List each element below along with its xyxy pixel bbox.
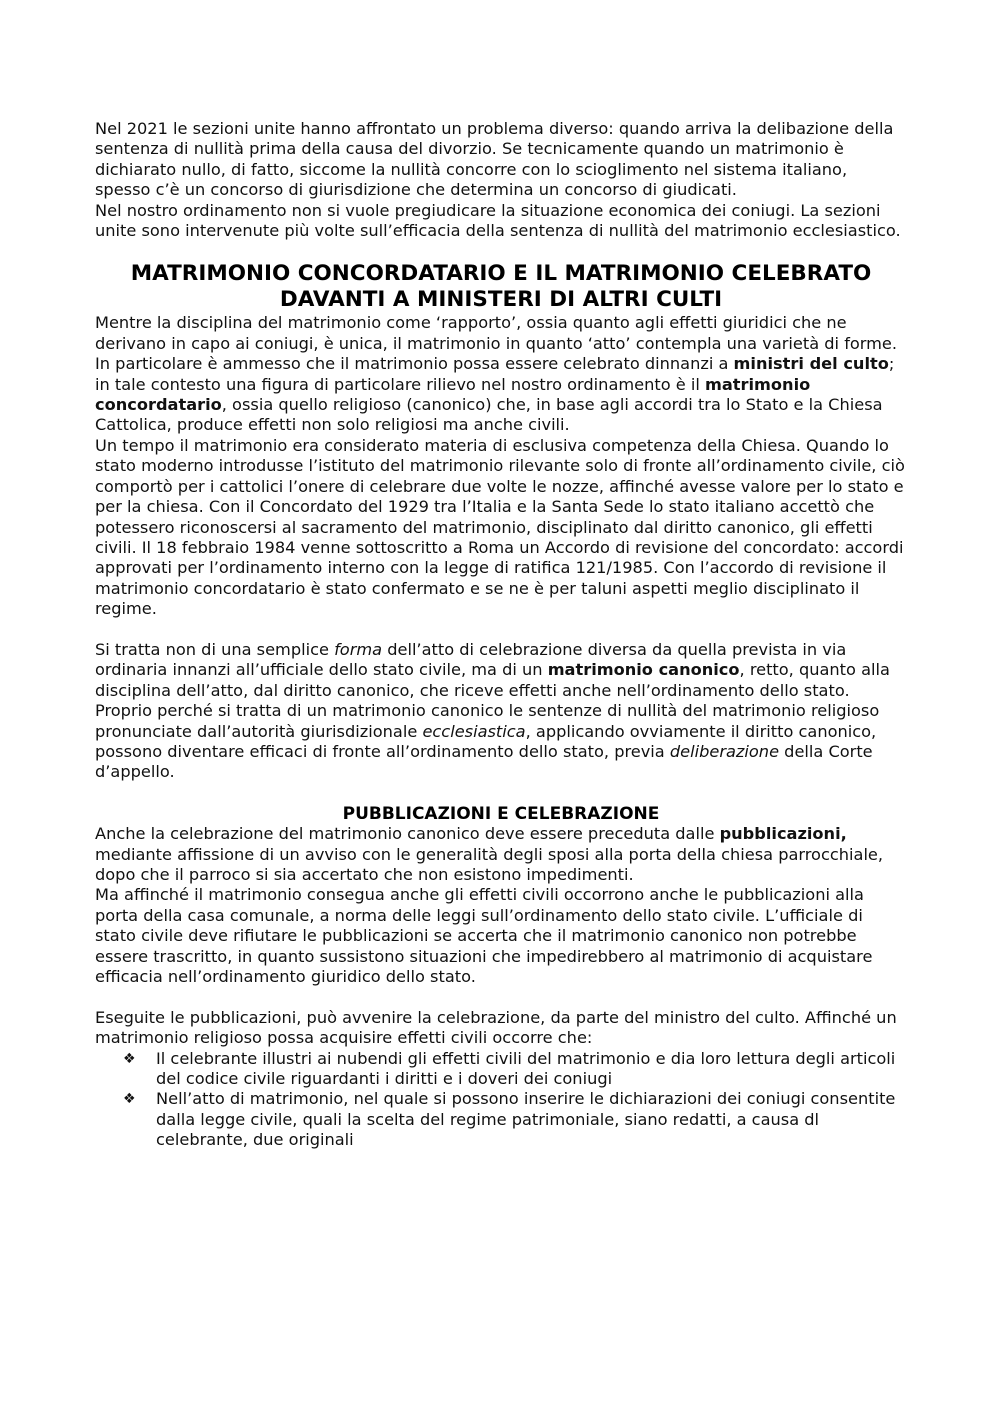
document-page (95, 119, 907, 1151)
italic-deliberazione: deliberazione (669, 741, 780, 761)
heading-matrimonio-concordatario (95, 261, 907, 313)
paragraph-forma: Si tratta non di una semplice forma dell’atto di celebrazione diversa da quella prevista in via ordinaria innanzi all’ufficiale dello stato civile, ma di un matrimonio canonico, retto, quanto alla disciplina dell’atto, dal diritto canonico, che riceve effetti anche nell’ordinamento dello stato. (95, 639, 890, 700)
paragraph-storia: Un tempo il matrimonio era considerato materia di esclusiva competenza della Chiesa. Quando lo stato moderno introdusse l’istituto del matrimonio rilevante solo di fronte all’ordinamento civile, ciò comportò per i cattolici l’onere di celebrare due volte le nozze, affinché avesse valore per lo stato e per la chiesa. Con il Concordato del 1929 tra l’Italia e la Santa Sede lo stato italiano accettò che potessero riconoscersi al sacramento del matrimonio, disciplinato dal diritto canonico, gli effetti civili. Il 18 febbraio 1984 venne sottoscritto a Roma un Accordo di revisione del concordato: accordi approvati per l’ordinamento interno con la legge di ratifica 121/1985. Con l’accordo di revisione il matrimonio concordatario è stato confermato e se ne è per taluni aspetti meglio disciplinato il regime. (95, 435, 905, 619)
heading-pubblicazioni: PUBBLICAZIONI E CELEBRAZIONE (342, 803, 660, 824)
requirements-list (95, 1049, 907, 1151)
bold-pubblicazioni: pubblicazioni, (719, 824, 847, 844)
paragraph-ordinamento: Nel nostro ordinamento non si vuole pregiudicare la situazione economica dei coniugi. La sezioni unite sono intervenute più volte sull’efficacia della sentenza di nullità del matrimonio ecclesiastico. (95, 200, 901, 241)
list-item: ❖ Il celebrante illustri ai nubendi gli effetti civili del matrimonio e dia loro lettura degli articoli del codice civile riguardanti i diritti e i doveri dei coniugi (123, 1048, 896, 1089)
list-item: ❖ Nell’atto di matrimonio, nel quale si possono inserire le dichiarazioni dei coniugi consentite dalla legge civile, quali la scelta del regime patrimoniale, siano redatti, a causa dl celebrante, due originali (123, 1089, 896, 1150)
italic-ecclesiastica: ecclesiastica (422, 721, 526, 741)
diamond-bullet-icon: ❖ (123, 1091, 136, 1108)
paragraph-ministri-culto: In particolare è ammesso che il matrimonio possa essere celebrato dinnanzi a ministri del culto; in tale contesto una figura di particolare rilievo nel nostro ordinamento è il matrimonio concordatario, ossia quello religioso (canonico) che, in base agli accordi tra lo Stato e la Chiesa Cattolica, produce effetti non solo religiosi ma anche civili. (95, 354, 895, 435)
heading-line-2: DAVANTI A MINISTERI DI ALTRI CULTI (279, 287, 723, 313)
bold-matrimonio-concordatario: matrimonio concordatario (95, 374, 811, 415)
paragraph-sentenze-nullita: Proprio perché si tratta di un matrimonio canonico le sentenze di nullità del matrimonio religioso pronunciate dall’autorità giurisdizionale ecclesiastica, applicando ovviamente il diritto canonico, possono diventare efficaci di fronte all’ordinamento dello stato, previa deliberazione della Corte d’appello. (95, 701, 880, 782)
paragraph-celebrazione: Eseguite le pubblicazioni, può avvenire la celebrazione, da parte del ministro del culto. Affinché un matrimonio religioso possa acquisire effetti civili occorre che: (95, 1007, 897, 1048)
italic-forma: forma (334, 639, 383, 659)
diamond-bullet-icon: ❖ (123, 1050, 136, 1067)
bold-ministri-culto: ministri del culto (733, 354, 889, 374)
paragraph-disciplina: Mentre la disciplina del matrimonio come ‘rapporto’, ossia quanto agli effetti giuridici che ne derivano in capo ai coniugi, è unica, il matrimonio in quanto ‘atto’ contempla una varietà di forme. (95, 313, 898, 353)
paragraph-effetti-civili: Ma affinché il matrimonio consegua anche gli effetti civili occorrono anche le pubblicazioni alla porta della casa comunale, a norma delle leggi sull’ordinamento dello stato civile. L’ufficiale di stato civile deve rifiutare le pubblicazioni se accerta che il matrimonio canonico non potrebbe essere trascritto, in quanto sussistono situazioni che impedirebbero al matrimonio di acquistare efficacia nell’ordinamento giuridico dello stato. (95, 885, 873, 987)
paragraph-pubblicazioni: Anche la celebrazione del matrimonio canonico deve essere preceduta dalle pubblicazioni, mediante affissione di un avviso con le generalità degli sposi alla porta della chiesa parrocchiale, dopo che il parroco si sia accertato che non esistono impedimenti. (95, 824, 884, 884)
heading-line-1: MATRIMONIO CONCORDATARIO E IL MATRIMONIO CELEBRATO (130, 261, 872, 287)
paragraph-delibazione: Nel 2021 le sezioni unite hanno affrontato un problema diverso: quando arriva la delibazione della sentenza di nullità prima della causa del divorzio. Se tecnicamente quando un matrimonio è dichiarato nullo, di fatto, siccome la nullità concorre con lo scioglimento nel sistema italiano, spesso c’è un concorso di giurisdizione che determina un concorso di giudicati. (95, 119, 894, 200)
bold-matrimonio-canonico: matrimonio canonico (547, 660, 740, 680)
